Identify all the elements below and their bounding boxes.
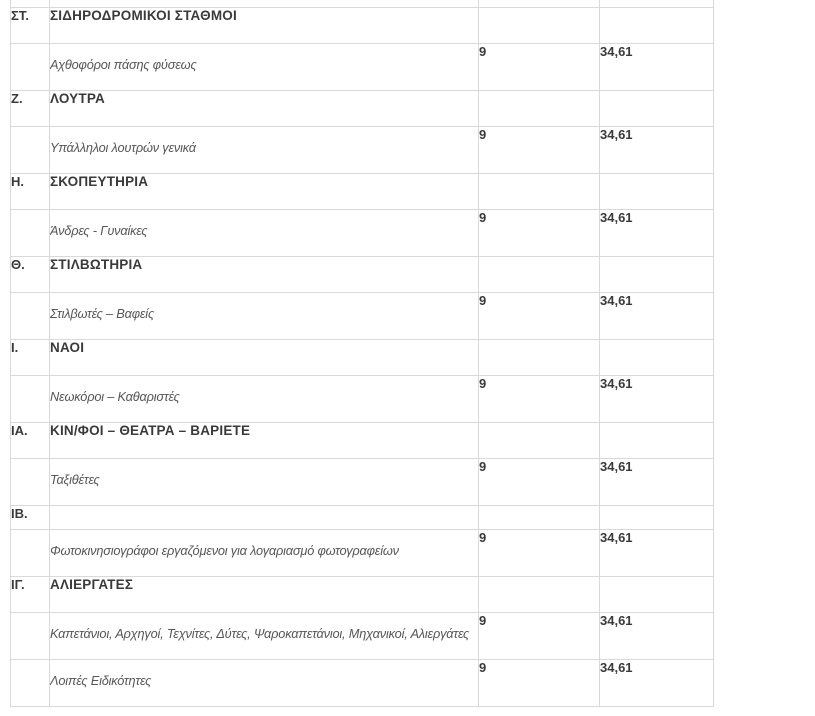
daily-wage-cell	[600, 422, 714, 458]
occupation-row	[11, 529, 714, 576]
daily-wage-cell: 34,61	[600, 458, 714, 505]
daily-wage-cell	[600, 7, 714, 43]
section-header-row	[11, 7, 714, 43]
description-cell	[50, 0, 479, 7]
occupation-row	[11, 458, 714, 505]
description-cell: Υπάλληλοι λουτρών γενικά	[50, 126, 479, 173]
description-cell: ΣΤΙΛΒΩΤΗΡΙΑ	[50, 256, 479, 292]
section-code-cell	[11, 458, 50, 505]
section-code-cell	[11, 292, 50, 339]
section-code-cell: ΙΓ.	[11, 576, 50, 612]
section-code-cell	[11, 43, 50, 90]
insurance-class-cell: 9	[479, 659, 600, 706]
insurance-class-cell: 9	[479, 43, 600, 90]
daily-wage-cell	[600, 256, 714, 292]
insurance-class-cell: 9	[479, 209, 600, 256]
daily-wage-cell: 34,61	[600, 126, 714, 173]
description-cell: ΛΟΥΤΡΑ	[50, 90, 479, 126]
section-header-row	[11, 173, 714, 209]
daily-wage-cell: 34,61	[600, 659, 714, 706]
section-code-cell	[11, 612, 50, 659]
daily-wage-cell: 34,61	[600, 209, 714, 256]
daily-wage-cell: 34,61	[600, 43, 714, 90]
insurance-class-cell	[479, 90, 600, 126]
daily-wage-cell	[600, 505, 714, 529]
section-code-cell: ΣΤ.	[11, 7, 50, 43]
daily-wage-cell: 34,61	[600, 292, 714, 339]
description-cell: ΝΑΟΙ	[50, 339, 479, 375]
section-code-cell: ΙΒ.	[11, 505, 50, 529]
insurance-class-cell	[479, 422, 600, 458]
occupation-row	[11, 292, 714, 339]
section-header-row	[11, 505, 714, 529]
daily-wage-cell	[600, 0, 714, 7]
description-cell: Ταξιθέτες	[50, 458, 479, 505]
insurance-class-cell: 9	[479, 375, 600, 422]
spacer-row	[11, 0, 714, 7]
table-body	[11, 0, 714, 706]
section-header-row	[11, 339, 714, 375]
description-cell: Καπετάνιοι, Αρχηγοί, Τεχνίτες, Δύτες, Ψαροκαπετάνιοι, Μηχανικοί, Αλιεργάτες	[50, 612, 479, 659]
insurance-class-cell: 9	[479, 529, 600, 576]
section-code-cell	[11, 0, 50, 7]
description-cell: Νεωκόροι – Καθαριστές	[50, 375, 479, 422]
section-code-cell	[11, 659, 50, 706]
section-code-cell: Θ.	[11, 256, 50, 292]
daily-wage-cell	[600, 339, 714, 375]
daily-wage-cell	[600, 90, 714, 126]
section-header-row	[11, 422, 714, 458]
occupation-row	[11, 209, 714, 256]
insurance-class-cell	[479, 0, 600, 7]
insurance-class-cell	[479, 256, 600, 292]
description-cell	[50, 505, 479, 529]
section-code-cell	[11, 126, 50, 173]
description-cell: Λοιπές Ειδικότητες	[50, 659, 479, 706]
daily-wage-cell: 34,61	[600, 612, 714, 659]
description-cell: ΣΙΔΗΡΟΔΡΟΜΙΚΟΙ ΣΤΑΘΜΟΙ	[50, 7, 479, 43]
section-header-row	[11, 90, 714, 126]
insurance-class-cell	[479, 173, 600, 209]
insurance-class-cell: 9	[479, 458, 600, 505]
section-code-cell: Η.	[11, 173, 50, 209]
section-code-cell	[11, 529, 50, 576]
occupation-row	[11, 43, 714, 90]
section-header-row	[11, 256, 714, 292]
insurance-class-cell	[479, 339, 600, 375]
occupation-row	[11, 126, 714, 173]
description-cell: ΚΙΝ/ΦΟΙ – ΘΕΑΤΡΑ – ΒΑΡΙΕΤΕ	[50, 422, 479, 458]
section-header-row	[11, 576, 714, 612]
description-cell: ΣΚΟΠΕΥΤΗΡΙΑ	[50, 173, 479, 209]
description-cell: Αχθοφόροι πάσης φύσεως	[50, 43, 479, 90]
description-cell: Φωτοκινησιογράφοι εργαζόμενοι για λογαριασμό φωτογραφείων	[50, 529, 479, 576]
insurance-class-cell: 9	[479, 126, 600, 173]
description-cell: ΑΛΙΕΡΓΑΤΕΣ	[50, 576, 479, 612]
daily-wage-cell: 34,61	[600, 529, 714, 576]
insurance-class-cell: 9	[479, 292, 600, 339]
occupation-row	[11, 375, 714, 422]
section-code-cell	[11, 209, 50, 256]
insurance-class-cell	[479, 576, 600, 612]
occupation-row	[11, 659, 714, 706]
section-code-cell: Ι.	[11, 339, 50, 375]
wage-rates-table-container	[10, 0, 714, 707]
insurance-class-cell: 9	[479, 612, 600, 659]
daily-wage-cell	[600, 576, 714, 612]
section-code-cell	[11, 375, 50, 422]
description-cell: Στιλβωτές – Βαφείς	[50, 292, 479, 339]
wage-rates-table	[10, 0, 714, 707]
occupation-row	[11, 612, 714, 659]
insurance-class-cell	[479, 7, 600, 43]
section-code-cell: ΙΑ.	[11, 422, 50, 458]
section-code-cell: Ζ.	[11, 90, 50, 126]
daily-wage-cell: 34,61	[600, 375, 714, 422]
description-cell: Άνδρες - Γυναίκες	[50, 209, 479, 256]
insurance-class-cell	[479, 505, 600, 529]
daily-wage-cell	[600, 173, 714, 209]
